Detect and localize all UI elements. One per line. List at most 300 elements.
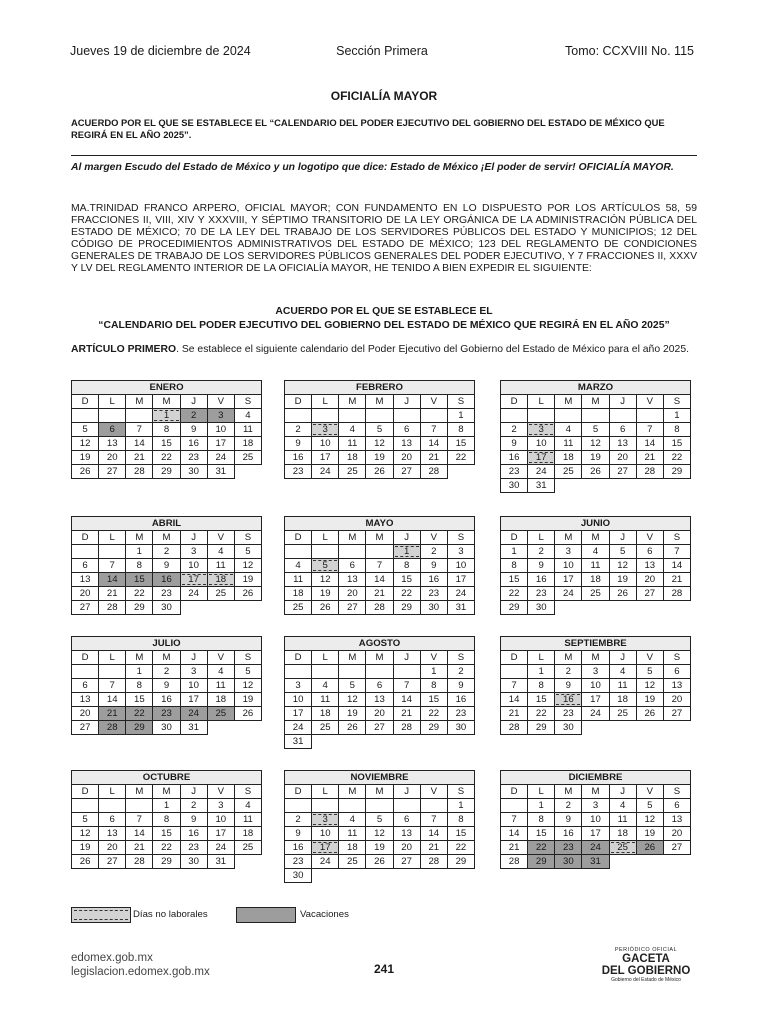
day-cell: 23 (285, 465, 312, 479)
day-cell: 5 (234, 545, 261, 559)
day-cell: 8 (447, 423, 474, 437)
weekday-header: M (153, 531, 180, 545)
day-cell: 12 (339, 693, 366, 707)
day-cell: 17 (555, 573, 582, 587)
weekday-header: M (126, 531, 153, 545)
month-febrero (284, 380, 475, 479)
day-cell: 31 (180, 721, 207, 735)
month-abril (71, 516, 262, 615)
day-cell: 24 (582, 707, 609, 721)
month-mayo (284, 516, 475, 615)
weekday-header: D (501, 785, 528, 799)
day-cell: 26 (636, 841, 663, 855)
day-cell: 23 (528, 587, 555, 601)
day-cell: 18 (312, 707, 339, 721)
weekday-header: V (207, 651, 234, 665)
day-cell: 12 (234, 679, 261, 693)
day-cell: 7 (99, 679, 126, 693)
footer-link-legislacion[interactable]: legislacion.edomex.gob.mx (71, 966, 210, 978)
blank-cell (234, 721, 261, 735)
weekday-header: J (180, 651, 207, 665)
day-cell: 30 (285, 869, 312, 883)
day-cell: 16 (555, 693, 582, 707)
weekday-header: L (528, 785, 555, 799)
day-cell: 29 (528, 721, 555, 735)
weekday-header: D (285, 395, 312, 409)
day-cell: 19 (582, 451, 609, 465)
acuerdo-heading: ACUERDO POR EL QUE SE ESTABLECE EL “CALENDARIO DEL PODER EJECUTIVO DEL GOBIERNO DEL ESTADO DE MÉXICO QUE REGIRÁ EN EL AÑO 2025”. (71, 117, 665, 140)
day-cell: 18 (609, 827, 636, 841)
day-cell: 29 (153, 465, 180, 479)
weekday-header: M (153, 651, 180, 665)
day-cell: 4 (582, 545, 609, 559)
day-cell: 5 (636, 799, 663, 813)
day-cell: 12 (366, 827, 393, 841)
day-cell: 20 (609, 451, 636, 465)
day-cell: 10 (207, 423, 234, 437)
blank-cell (663, 601, 690, 615)
day-cell: 26 (636, 707, 663, 721)
day-cell: 17 (312, 451, 339, 465)
day-cell: 15 (153, 827, 180, 841)
weekday-header: S (663, 785, 690, 799)
month-agosto (284, 636, 475, 749)
blank-cell (207, 601, 234, 615)
day-cell: 2 (285, 813, 312, 827)
day-cell: 6 (663, 799, 690, 813)
weekday-header: L (528, 531, 555, 545)
day-cell: 11 (609, 813, 636, 827)
day-cell: 7 (420, 423, 447, 437)
day-cell: 31 (285, 735, 312, 749)
weekday-header: M (126, 785, 153, 799)
legend-vacaciones-label: Vacaciones (300, 909, 349, 920)
blank-cell (99, 799, 126, 813)
weekday-header: D (72, 395, 99, 409)
blank-cell (420, 735, 447, 749)
day-cell: 20 (72, 707, 99, 721)
day-cell: 7 (126, 423, 153, 437)
day-cell: 3 (285, 679, 312, 693)
day-cell: 16 (285, 841, 312, 855)
weekday-header: J (609, 785, 636, 799)
blank-cell (555, 479, 582, 493)
weekday-header: V (420, 785, 447, 799)
day-cell: 22 (501, 587, 528, 601)
day-cell: 14 (501, 693, 528, 707)
gazette-logo (590, 947, 702, 983)
day-cell: 24 (180, 707, 207, 721)
weekday-header: M (555, 395, 582, 409)
blank-cell (99, 545, 126, 559)
day-cell: 28 (420, 465, 447, 479)
weekday-header: V (636, 785, 663, 799)
weekday-header: L (528, 395, 555, 409)
day-cell: 28 (126, 855, 153, 869)
day-cell: 19 (609, 573, 636, 587)
day-cell: 25 (609, 707, 636, 721)
blank-cell (72, 409, 99, 423)
blank-cell (72, 665, 99, 679)
office-title: OFICIALÍA MAYOR (330, 89, 438, 103)
weekday-header: M (126, 395, 153, 409)
day-cell: 30 (528, 601, 555, 615)
day-cell: 15 (420, 693, 447, 707)
day-cell: 6 (636, 545, 663, 559)
day-cell: 19 (636, 693, 663, 707)
day-cell: 14 (366, 573, 393, 587)
day-cell: 19 (636, 827, 663, 841)
day-cell: 27 (636, 587, 663, 601)
day-cell: 25 (234, 841, 261, 855)
weekday-header: S (447, 785, 474, 799)
day-cell: 21 (99, 587, 126, 601)
month-septiembre (500, 636, 691, 735)
blank-cell (285, 665, 312, 679)
day-cell: 17 (582, 827, 609, 841)
day-cell: 30 (153, 601, 180, 615)
day-cell: 18 (207, 573, 234, 587)
day-cell: 11 (207, 559, 234, 573)
day-cell: 23 (555, 841, 582, 855)
blank-cell (447, 735, 474, 749)
divider (71, 155, 697, 156)
day-cell: 26 (72, 855, 99, 869)
day-cell: 12 (636, 679, 663, 693)
day-cell: 6 (72, 679, 99, 693)
blank-cell (501, 409, 528, 423)
day-cell: 5 (72, 423, 99, 437)
day-cell: 8 (447, 813, 474, 827)
articulo-label: ARTÍCULO PRIMERO (71, 344, 177, 355)
day-cell: 10 (582, 813, 609, 827)
day-cell: 25 (285, 601, 312, 615)
weekday-header: S (447, 531, 474, 545)
blank-cell (393, 735, 420, 749)
day-cell: 3 (582, 665, 609, 679)
day-cell: 18 (582, 573, 609, 587)
day-cell: 16 (180, 827, 207, 841)
day-cell: 28 (126, 465, 153, 479)
month-title: MARZO (501, 381, 691, 395)
blank-cell (339, 409, 366, 423)
day-cell: 9 (180, 813, 207, 827)
day-cell: 7 (663, 545, 690, 559)
articulo-text: . Se establece el siguiente calendario del Poder Ejecutivo del Gobierno del Estado de México para el año 2025. (176, 344, 689, 355)
weekday-header: S (234, 651, 261, 665)
day-cell: 29 (126, 601, 153, 615)
day-cell: 9 (528, 559, 555, 573)
weekday-header: S (447, 651, 474, 665)
day-cell: 25 (339, 855, 366, 869)
day-cell: 14 (126, 437, 153, 451)
month-title: OCTUBRE (72, 771, 262, 785)
blank-cell (312, 799, 339, 813)
day-cell: 17 (312, 841, 339, 855)
weekday-header: S (663, 651, 690, 665)
day-cell: 9 (285, 827, 312, 841)
day-cell: 14 (501, 827, 528, 841)
day-cell: 10 (285, 693, 312, 707)
weekday-header: V (636, 651, 663, 665)
day-cell: 16 (447, 693, 474, 707)
day-cell: 25 (234, 451, 261, 465)
day-cell: 5 (636, 665, 663, 679)
weekday-header: J (393, 395, 420, 409)
legend-no-laborales-label: Días no laborales (133, 909, 208, 920)
weekday-header: D (501, 395, 528, 409)
page-header (70, 44, 694, 62)
day-cell: 9 (180, 423, 207, 437)
day-cell: 13 (393, 437, 420, 451)
day-cell: 31 (528, 479, 555, 493)
day-cell: 6 (393, 423, 420, 437)
day-cell: 29 (126, 721, 153, 735)
day-cell: 23 (180, 451, 207, 465)
day-cell: 22 (153, 841, 180, 855)
blank-cell (126, 799, 153, 813)
day-cell: 19 (234, 693, 261, 707)
day-cell: 7 (501, 679, 528, 693)
legend-vacaciones-swatch (236, 907, 296, 923)
day-cell: 25 (207, 707, 234, 721)
day-cell: 22 (447, 841, 474, 855)
margin-note: Al margen Escudo del Estado de México y un logotipo que dice: Estado de México ¡El poder de servir! OFICIALÍA MAYOR. (71, 162, 674, 173)
day-cell: 21 (126, 841, 153, 855)
weekday-header: L (99, 651, 126, 665)
weekday-header: M (582, 531, 609, 545)
blank-cell (180, 601, 207, 615)
day-cell: 28 (501, 855, 528, 869)
weekday-header: J (180, 395, 207, 409)
weekday-header: M (582, 651, 609, 665)
day-cell: 4 (609, 799, 636, 813)
blank-cell (366, 665, 393, 679)
day-cell: 10 (528, 437, 555, 451)
day-cell: 15 (528, 827, 555, 841)
gazette-small-text: PERIÓDICO OFICIAL (614, 947, 678, 953)
blank-cell (447, 869, 474, 883)
day-cell: 7 (126, 813, 153, 827)
day-cell: 8 (501, 559, 528, 573)
blank-cell (285, 409, 312, 423)
day-cell: 13 (393, 827, 420, 841)
day-cell: 2 (555, 799, 582, 813)
day-cell: 26 (312, 601, 339, 615)
day-cell: 31 (207, 465, 234, 479)
blank-cell (555, 409, 582, 423)
day-cell: 20 (393, 841, 420, 855)
blank-cell (582, 409, 609, 423)
day-cell: 7 (393, 679, 420, 693)
day-cell: 15 (501, 573, 528, 587)
blank-cell (636, 409, 663, 423)
month-enero (71, 380, 262, 479)
day-cell: 12 (72, 437, 99, 451)
day-cell: 6 (393, 813, 420, 827)
day-cell: 23 (420, 587, 447, 601)
day-cell: 19 (72, 841, 99, 855)
weekday-header: S (234, 395, 261, 409)
weekday-header: S (663, 531, 690, 545)
weekday-header: V (636, 531, 663, 545)
weekday-header: J (393, 531, 420, 545)
blank-cell (636, 721, 663, 735)
day-cell: 27 (663, 707, 690, 721)
weekday-header: M (366, 531, 393, 545)
day-cell: 3 (207, 409, 234, 423)
blank-cell (99, 665, 126, 679)
day-cell: 20 (99, 451, 126, 465)
day-cell: 17 (285, 707, 312, 721)
month-title: ABRIL (72, 517, 262, 531)
weekday-header: M (555, 651, 582, 665)
month-noviembre (284, 770, 475, 883)
blank-cell (72, 545, 99, 559)
day-cell: 12 (366, 437, 393, 451)
day-cell: 24 (312, 465, 339, 479)
day-cell: 11 (207, 679, 234, 693)
month-title: MAYO (285, 517, 475, 531)
blank-cell (312, 665, 339, 679)
day-cell: 26 (234, 587, 261, 601)
weekday-header: V (207, 531, 234, 545)
day-cell: 1 (126, 545, 153, 559)
blank-cell (555, 601, 582, 615)
day-cell: 24 (555, 587, 582, 601)
day-cell: 22 (528, 707, 555, 721)
day-cell: 24 (582, 841, 609, 855)
blank-cell (636, 855, 663, 869)
month-diciembre (500, 770, 691, 869)
weekday-header: V (207, 395, 234, 409)
weekday-header: L (312, 395, 339, 409)
day-cell: 11 (312, 693, 339, 707)
day-cell: 19 (366, 841, 393, 855)
day-cell: 19 (72, 451, 99, 465)
day-cell: 12 (234, 559, 261, 573)
weekday-header: D (285, 651, 312, 665)
weekday-header: M (582, 785, 609, 799)
footer-link-edomex[interactable]: edomex.gob.mx (71, 952, 153, 964)
day-cell: 29 (663, 465, 690, 479)
day-cell: 12 (72, 827, 99, 841)
weekday-header: D (285, 531, 312, 545)
day-cell: 22 (126, 707, 153, 721)
gazette-title-1: GACETA (622, 953, 670, 965)
day-cell: 8 (126, 559, 153, 573)
day-cell: 13 (339, 573, 366, 587)
day-cell: 24 (285, 721, 312, 735)
day-cell: 27 (99, 465, 126, 479)
day-cell: 21 (501, 707, 528, 721)
day-cell: 30 (555, 721, 582, 735)
blank-cell (447, 465, 474, 479)
blank-cell (207, 721, 234, 735)
day-cell: 22 (393, 587, 420, 601)
weekday-header: M (126, 651, 153, 665)
blank-cell (393, 665, 420, 679)
day-cell: 27 (72, 721, 99, 735)
day-cell: 14 (393, 693, 420, 707)
day-cell: 20 (339, 587, 366, 601)
header-date: Jueves 19 de diciembre de 2024 (70, 44, 251, 58)
day-cell: 21 (663, 573, 690, 587)
weekday-header: M (153, 785, 180, 799)
day-cell: 15 (126, 693, 153, 707)
blank-cell (312, 545, 339, 559)
blank-cell (339, 735, 366, 749)
month-title: AGOSTO (285, 637, 475, 651)
day-cell: 17 (528, 451, 555, 465)
day-cell: 12 (609, 559, 636, 573)
weekday-header: J (609, 395, 636, 409)
weekday-header: V (207, 785, 234, 799)
weekday-header: L (312, 531, 339, 545)
weekday-header: M (153, 395, 180, 409)
weekday-header: M (339, 785, 366, 799)
day-cell: 14 (99, 573, 126, 587)
day-cell: 12 (312, 573, 339, 587)
day-cell: 30 (180, 855, 207, 869)
day-cell: 4 (339, 813, 366, 827)
day-cell: 9 (153, 559, 180, 573)
day-cell: 21 (366, 587, 393, 601)
day-cell: 5 (72, 813, 99, 827)
day-cell: 21 (99, 707, 126, 721)
day-cell: 8 (126, 679, 153, 693)
day-cell: 24 (207, 451, 234, 465)
day-cell: 13 (72, 693, 99, 707)
day-cell: 21 (420, 451, 447, 465)
day-cell: 3 (528, 423, 555, 437)
blank-cell (339, 545, 366, 559)
day-cell: 13 (366, 693, 393, 707)
month-title: ENERO (72, 381, 262, 395)
day-cell: 28 (99, 721, 126, 735)
day-cell: 18 (609, 693, 636, 707)
day-cell: 26 (72, 465, 99, 479)
header-volume: Tomo: CCXVIII No. 115 (565, 44, 694, 58)
day-cell: 8 (528, 679, 555, 693)
day-cell: 23 (153, 707, 180, 721)
day-cell: 28 (501, 721, 528, 735)
day-cell: 11 (234, 813, 261, 827)
day-cell: 4 (339, 423, 366, 437)
blank-cell (582, 721, 609, 735)
blank-cell (501, 799, 528, 813)
day-cell: 6 (663, 665, 690, 679)
day-cell: 30 (420, 601, 447, 615)
day-cell: 16 (501, 451, 528, 465)
day-cell: 30 (501, 479, 528, 493)
day-cell: 10 (447, 559, 474, 573)
day-cell: 1 (501, 545, 528, 559)
blank-cell (582, 601, 609, 615)
blank-cell (420, 409, 447, 423)
day-cell: 18 (339, 841, 366, 855)
day-cell: 29 (447, 855, 474, 869)
weekday-header: S (234, 531, 261, 545)
day-cell: 7 (99, 559, 126, 573)
day-cell: 2 (180, 799, 207, 813)
day-cell: 27 (393, 465, 420, 479)
blank-cell (366, 735, 393, 749)
day-cell: 19 (366, 451, 393, 465)
weekday-header: D (285, 785, 312, 799)
day-cell: 9 (153, 679, 180, 693)
day-cell: 10 (312, 437, 339, 451)
